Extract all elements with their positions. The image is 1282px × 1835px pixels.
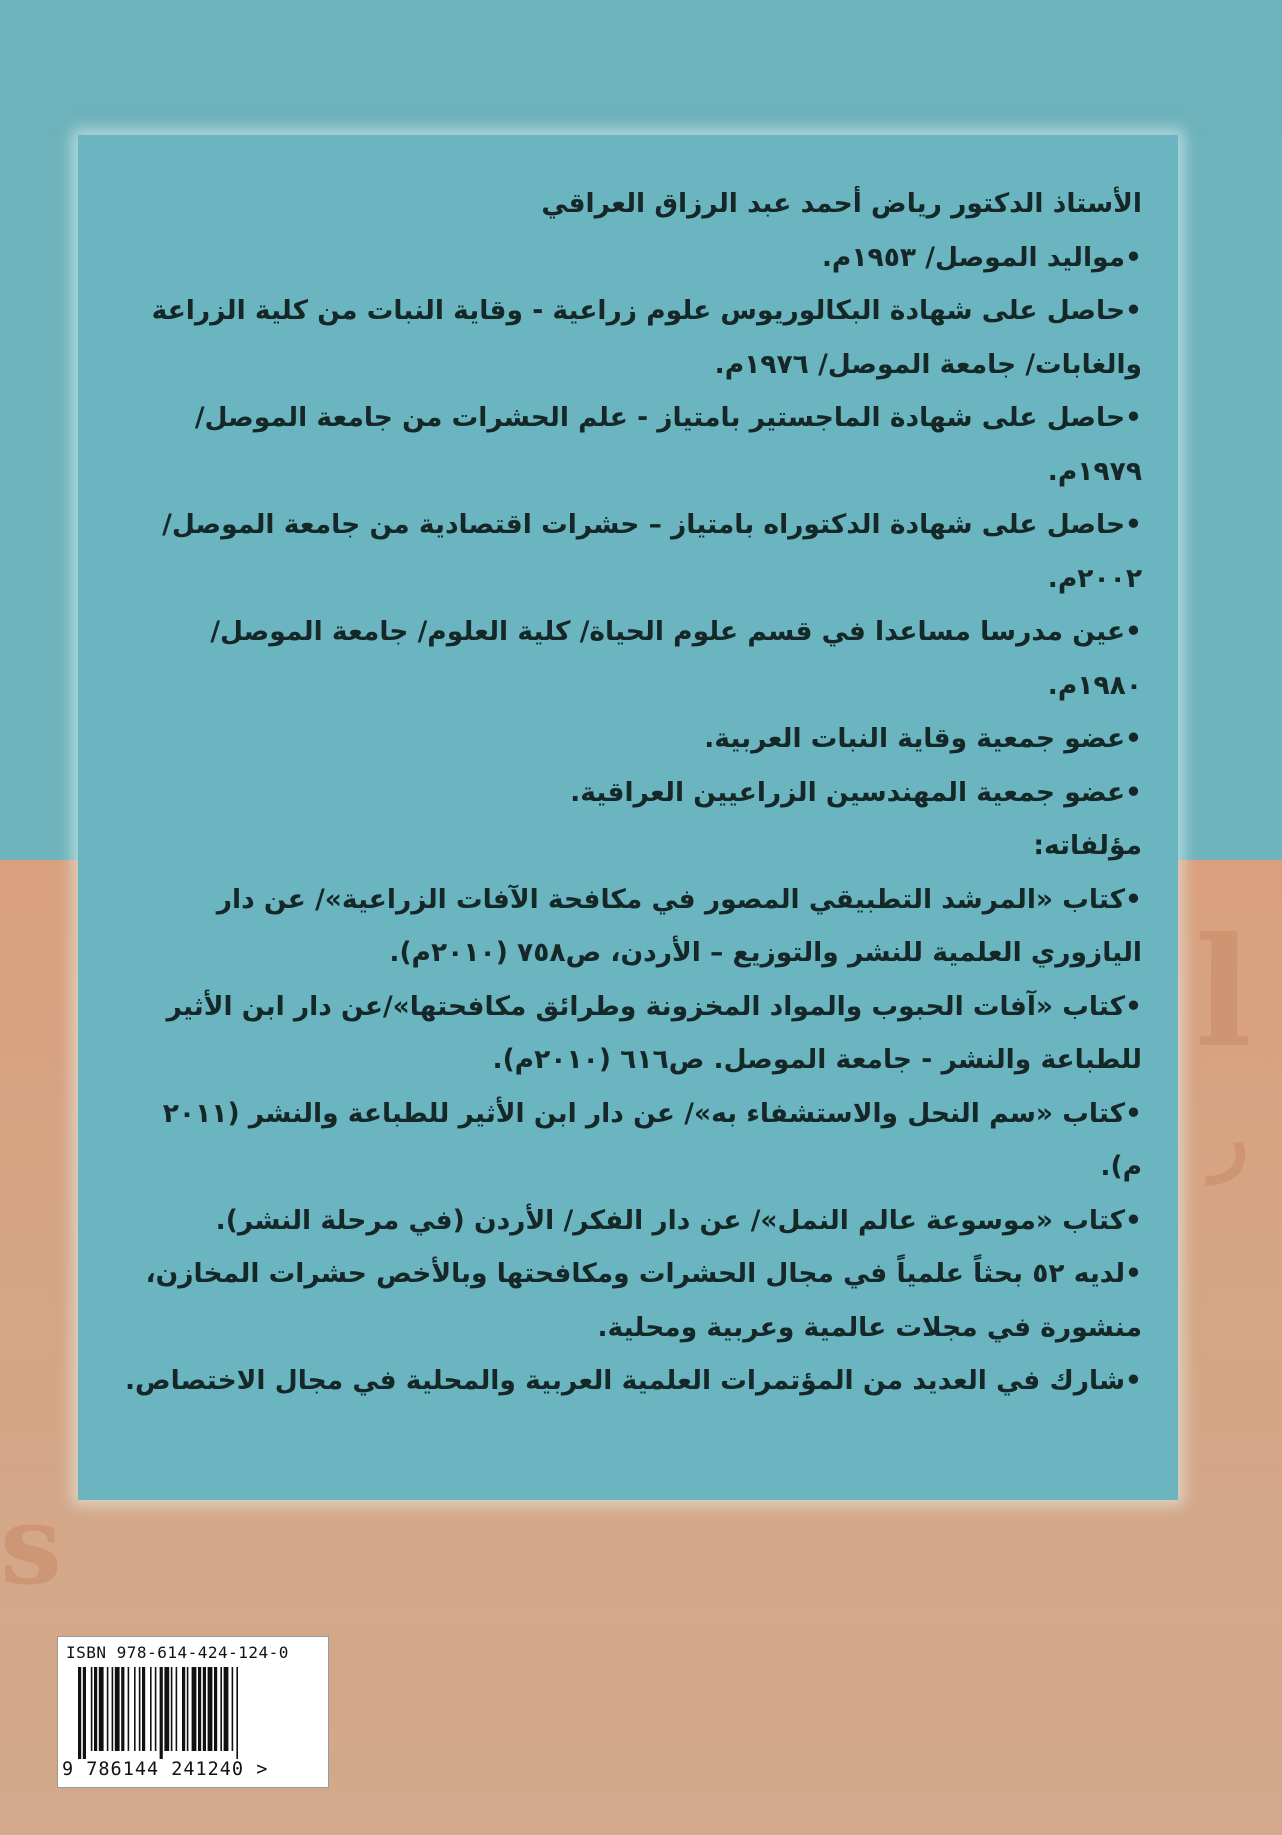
bio-line: •حاصل على شهادة البكالوريوس علوم زراعية - وقاية النبات من كلية الزراعة والغابات/ جامعة الموصل/ ١٩٧٦م.: [151, 295, 1142, 380]
bio-line: •عين مدرسا مساعدا في قسم علوم الحياة/ كلية العلوم/ جامعة الموصل/ ١٩٨٠م.: [210, 616, 1142, 701]
work-item: •لديه ٥٢ بحثاً علمياً في مجال الحشرات ومكافحتها وبالأخص حشرات المخازن، منشورة في مجلات عالمية وعربية ومحلية.: [145, 1258, 1142, 1343]
work-item: •كتاب «آفات الحبوب والمواد المخزونة وطرائق مكافحتها»/عن دار ابن الأثير للطباعة والنشر - جامعة الموصل. ص٦١٦ (٢٠١٠م).: [166, 990, 1142, 1075]
work-item: •شارك في العديد من المؤتمرات العلمية العربية والمحلية في مجال الاختصاص.: [124, 1365, 1142, 1396]
barcode-icon: [78, 1667, 316, 1759]
biography-panel: [78, 135, 1178, 1500]
isbn-barcode: [57, 1636, 329, 1788]
bio-line: •حاصل على شهادة الماجستير بامتياز - علم الحشرات من جامعة الموصل/ ١٩٧٩م.: [194, 402, 1142, 487]
work-item: •كتاب «المرشد التطبيقي المصور في مكافحة الآفات الزراعية»/ عن دار اليازوري العلمية للنشر والتوزيع – الأردن، ص٧٥٨ (٢٠١٠م).: [216, 883, 1142, 968]
work-item: •كتاب «موسوعة عالم النمل»/ عن دار الفكر/ الأردن (في مرحلة النشر).: [215, 1204, 1142, 1236]
watermark-decoration: l: [1195, 905, 1252, 1081]
bio-line: •عضو جمعية وقاية النبات العربية.: [704, 723, 1142, 754]
biography-text: [114, 177, 1142, 1408]
isbn-label: ISBN 978-614-424-124-0: [66, 1643, 289, 1662]
bio-line: •عضو جمعية المهندسين الزراعيين العراقية.: [570, 776, 1142, 808]
works-heading: مؤلفاته:: [1033, 830, 1142, 861]
cover-upper-background: [0, 0, 1282, 140]
watermark-decoration: s: [0, 1480, 62, 1609]
work-item: •كتاب «سم النحل والاستشفاء به»/ عن دار ابن الأثير للطباعة والنشر (٢٠١١ م).: [162, 1097, 1142, 1182]
barcode-digits: 9 786144 241240 >: [62, 1759, 269, 1780]
author-heading: الأستاذ الدكتور رياض أحمد عبد الرزاق العراقي: [541, 188, 1142, 219]
watermark-decoration: ر: [1210, 1090, 1249, 1184]
bio-line: •مواليد الموصل/ ١٩٥٣م.: [821, 241, 1142, 273]
bio-line: •حاصل على شهادة الدكتوراه بامتياز – حشرات اقتصادية من جامعة الموصل/ ٢٠٠٢م.: [162, 509, 1142, 594]
